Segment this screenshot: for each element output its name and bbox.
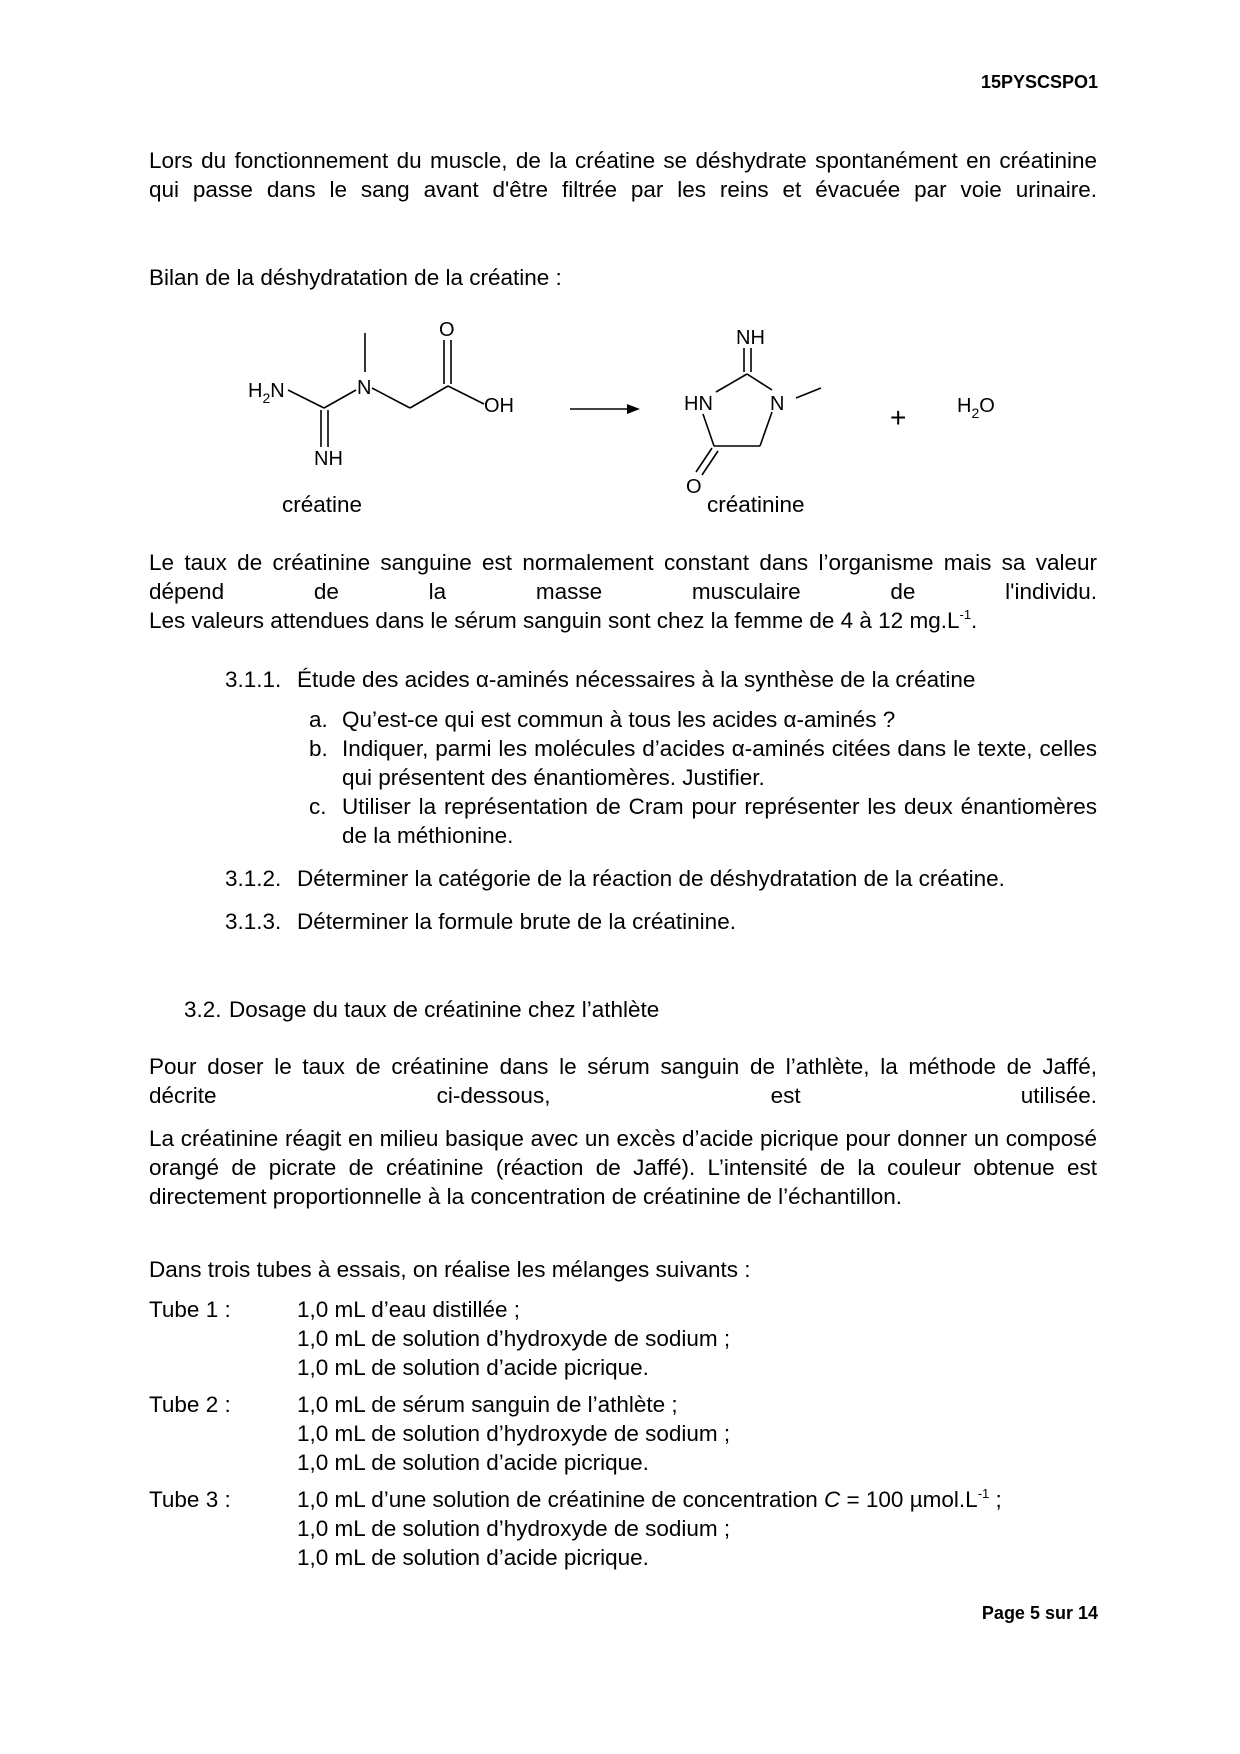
creatine-caption: créatine: [282, 492, 363, 517]
tube-1-line-3: 1,0 mL de solution d’acide picrique.: [297, 1355, 649, 1380]
question-311-items: [309, 705, 1097, 850]
question-item-c: c. Utiliser la représentation de Cram pour représenter les deux énantiomères de la méthionine.: [309, 794, 1097, 848]
ring-bond-hn-co: [703, 414, 714, 446]
section-32-number: 3.2.: [184, 997, 222, 1022]
tube-1-label: Tube 1 :: [149, 1297, 231, 1322]
section-32-paragraph-3: Dans trois tubes à essais, on réalise les mélanges suivants :: [149, 1257, 751, 1282]
atom-oh: OH: [484, 395, 514, 417]
tube-2-line-2: 1,0 mL de solution d’hydroxyde de sodium ;: [297, 1421, 731, 1446]
atom-o-creatinine: O: [686, 476, 702, 498]
atom-hn: HN: [684, 393, 713, 415]
bond-co-exo-a: [696, 448, 712, 472]
ring-bond-ch2-n: [760, 412, 772, 446]
tube-3-line-1: 1,0 mL d’une solution de créatinine de concentration C = 100 $\mu mol.L^{-1}$ ;: [297, 1486, 1002, 1512]
bond-co-exo-b: [702, 451, 718, 475]
bond-c-n: [324, 390, 356, 408]
tube-1-line-2: 1,0 mL de solution d’hydroxyde de sodium ;: [297, 1326, 731, 1351]
question-311-text: Étude des acides α-aminés nécessaires à la synthèse de la créatine: [297, 667, 976, 692]
question-item-a: a. Qu’est-ce qui est commun à tous les acides α-aminés ?: [309, 707, 896, 732]
tube-1-line-1: 1,0 mL d’eau distillée ;: [297, 1297, 521, 1322]
bond-c-oh: [448, 386, 484, 404]
section-32-paragraph-2: La créatinine réagit en milieu basique avec un excès d’acide picrique pour donner un composé orangé de picrate de créatinine (réaction de Jaffé). L’intensité de la couleur obtenue est directement proportionnelle à la concentration de créatinine de l’échantillon.: [149, 1126, 1097, 1209]
taux-values: Les valeurs attendues dans le sérum sanguin sont chez la femme de 4 à 12 $mg.L^{-1}$.: [149, 607, 978, 633]
tube-3-line-3: 1,0 mL de solution d’acide picrique.: [297, 1545, 649, 1570]
atom-o-creatine: O: [439, 319, 455, 341]
question-313-text: Déterminer la formule brute de la créatinine.: [297, 909, 736, 934]
atom-n-creatine: N: [357, 377, 372, 399]
water-formula: $H_2O$: [957, 395, 995, 421]
atom-h2n: $H_2N$: [248, 380, 285, 406]
question-312-number: 3.1.2.: [225, 866, 282, 891]
question-311-number: 3.1.1.: [225, 667, 282, 692]
atom-nh-creatine: NH: [314, 448, 343, 470]
bond-ch2-c: [410, 386, 448, 408]
tube-2-line-3: 1,0 mL de solution d’acide picrique.: [297, 1450, 649, 1475]
bilan-heading: Bilan de la déshydratation de la créatine :: [149, 265, 562, 290]
section-32-title: Dosage du taux de créatinine chez l’athlète: [229, 997, 660, 1022]
tube-2-label: Tube 2 :: [149, 1392, 231, 1417]
section-32-paragraph-1: Pour doser le taux de créatinine dans le sérum sanguin de l’athlète, la méthode de Jaffé, décrite ci-dessous, est utilisée.: [149, 1054, 1097, 1108]
tube-2-line-1: 1,0 mL de sérum sanguin de l’athlète ;: [297, 1392, 678, 1417]
bond-n-ch2: [372, 388, 410, 408]
bond-nh2-c: [288, 390, 324, 408]
tube-3-label: Tube 3 :: [149, 1487, 231, 1512]
question-312-text: Déterminer la catégorie de la réaction de déshydratation de la créatine.: [297, 866, 1005, 891]
atom-n-creatinine: N: [770, 393, 785, 415]
bond-n-methyl-creatinine: [796, 388, 821, 398]
ring-bond-c-n: [747, 374, 772, 390]
question-313-number: 3.1.3.: [225, 909, 282, 934]
atom-nh-creatinine: NH: [736, 327, 765, 349]
creatinine-caption: créatinine: [707, 492, 805, 517]
document-code: 15PYSCSPO1: [980, 72, 1098, 92]
intro-paragraph: Lors du fonctionnement du muscle, de la créatine se déshydrate spontanément en créatinine qui passe dans le sang avant d'être filtrée par les reins et évacuée par voie urinaire.: [149, 148, 1097, 202]
reaction-arrow-head: [627, 404, 640, 414]
question-item-b: b. Indiquer, parmi les molécules d’acides α-aminés citées dans le texte, celles qui présentent des énantiomères. Justifier.: [309, 736, 1097, 790]
page-number: Page 5 sur 14: [981, 1603, 1098, 1623]
taux-paragraph: Le taux de créatinine sanguine est normalement constant dans l’organisme mais sa valeur dépend de la masse musculaire de l'individu.: [149, 550, 1097, 604]
plus-sign: +: [890, 402, 907, 433]
ring-bond-c-hn: [716, 374, 747, 392]
tube-3-line-2: 1,0 mL de solution d’hydroxyde de sodium ;: [297, 1516, 731, 1541]
